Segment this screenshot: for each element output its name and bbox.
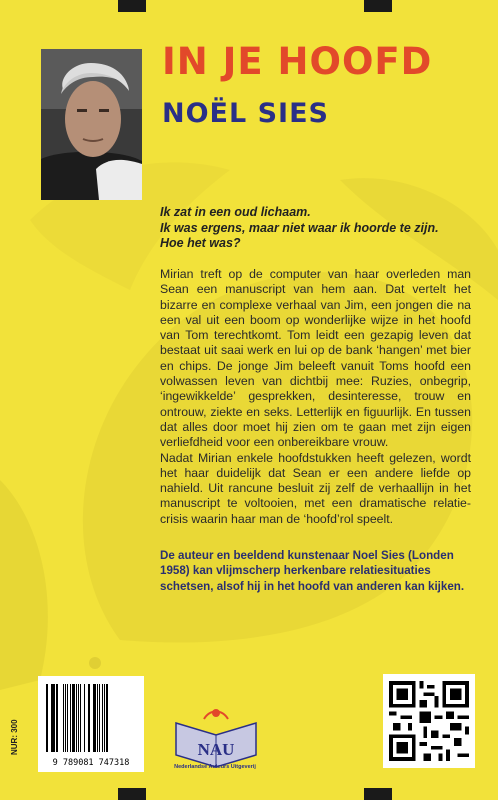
synopsis — [160, 267, 471, 527]
barcode-bars — [46, 684, 138, 752]
publisher-logo — [166, 703, 266, 773]
quote-line: Hoe het was? — [160, 236, 241, 250]
qr-code-pattern — [389, 680, 469, 762]
book-title: IN JE HOOFD — [162, 40, 433, 83]
author-photo — [41, 49, 142, 200]
synopsis-paragraph: Mirian treft op de computer van haar overleden man Sean een manuscript van hem aan. Dat vertelt het bizarre en complexe verhaal van Jim, een jongen die na een val uit een boom op wonderlijke wijze in het hoofd van Tom terechtkomt. Tom leidt een gezapig leven dat bestaat uit saai werk en lui op de bank ‘hangen’ met bier en chips. De jonge Jim beleeft vanuit Toms hoofd een volwassen leven van dichtbij mee: Ruzies, onbegrip, ‘ingewikkelde’ gesprekken, desinteresse, trouw en ontrouw, ziekte en seks. Letterlijk en figuurlijk. En tussen dat alles door moet hij zien om te gaan met zijn eigen verliefdheid voor een onbereikbare vrouw. — [160, 267, 471, 450]
binding-tab — [364, 0, 392, 12]
author-name: NOËL SIES — [162, 98, 329, 129]
publisher-logo-text: NAU — [197, 740, 235, 759]
synopsis-paragraph: Nadat Mirian enkele hoofdstukken heeft gelezen, wordt het haar duidelijk dat Sean er een andere liefde op nahield. Uit rancune besluit zij zelf de verhaallijn in het manuscript te voltooien, met een dramatische relatie-crisis waarin haar man de ‘hoofd’rol speelt. — [160, 450, 471, 526]
publisher-name: Nederlandse Auteurs Uitgeverij — [174, 764, 256, 770]
nur-code: NUR: 300 — [10, 719, 19, 755]
quote-line: Ik was ergens, maar niet waar ik hoorde te zijn. — [160, 220, 439, 235]
qr-code — [383, 674, 475, 768]
opening-quote — [160, 205, 460, 252]
barcode-bar — [108, 684, 111, 752]
binding-tab — [118, 788, 146, 800]
isbn-number: 9 789081 747318 — [52, 758, 130, 768]
isbn-barcode — [38, 676, 144, 772]
binding-tab — [118, 0, 146, 12]
binding-tab — [364, 788, 392, 800]
quote-line: Ik zat in een oud lichaam. — [160, 205, 311, 219]
author-bio: De auteur en beeldend kunstenaar Noel Sies (Londen 1958) kan vlijmscherp herkenbare relatiesituaties schetsen, alsof hij in het hoofd van anderen kan kijken. — [160, 549, 465, 593]
